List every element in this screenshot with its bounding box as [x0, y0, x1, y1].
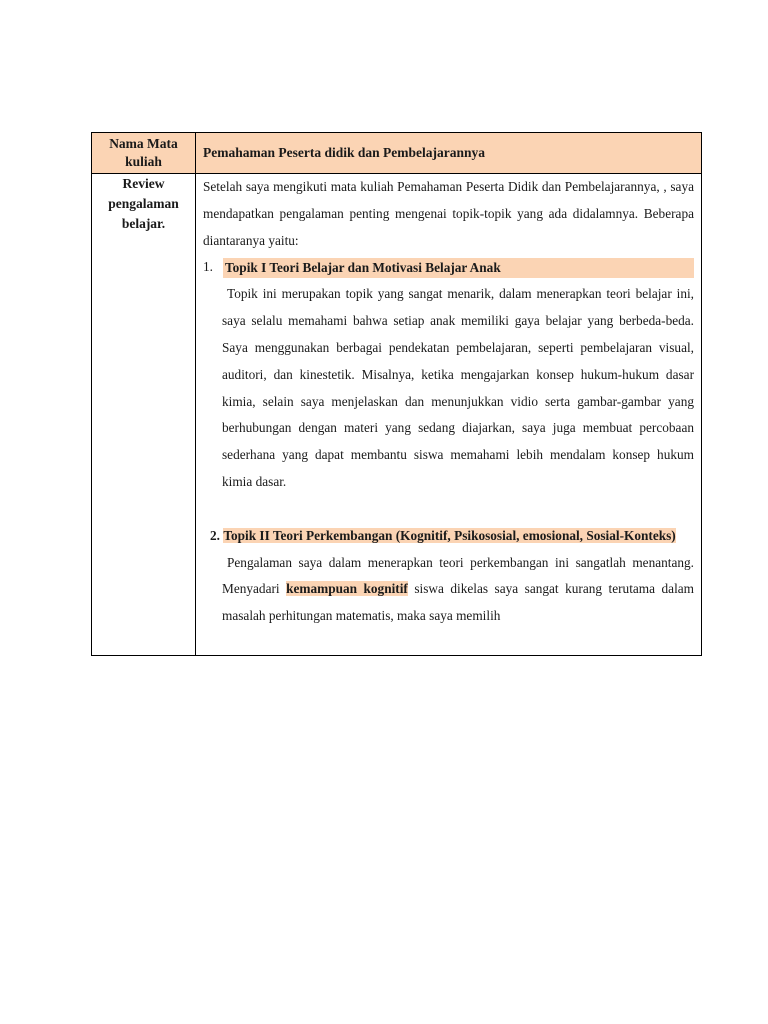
topic2-number: 2. — [210, 527, 220, 543]
topic1-heading — [203, 254, 694, 281]
header-course-cell — [196, 133, 702, 174]
side-label-cell — [92, 174, 196, 656]
topic2-body-end: siswa dikelas saya sangat kurang terutama dalam masalah perhitungan matematis, maka saya memilih — [222, 581, 695, 624]
intro-paragraph: Setelah saya mengikuti mata kuliah Pemahaman Peserta Didik dan Pembelajarannya, , saya mendapatkan pengalaman penting mengenai topik-topik yang ada didalamnya. Beberapa diantaranya yaitu: — [203, 179, 694, 248]
topic1-number: 1. — [203, 259, 213, 275]
topic2-body — [203, 550, 694, 630]
content-cell — [196, 174, 702, 656]
topic2-body-start: Pengalaman saya dalam menerapkan teori perkembangan ini sangatlah menantang. Menyadari — [222, 554, 694, 597]
review-content — [196, 174, 701, 655]
topic2-title: Topik II Teori Perkembangan (Kognitif, Psikososial, emosional, Sosial-Konteks) — [223, 527, 676, 543]
topic1-title: Topik I Teori Belajar dan Motivasi Belajar Anak — [223, 258, 694, 278]
review-table — [91, 132, 702, 656]
course-label: Nama Mata kuliah — [109, 136, 178, 169]
topic2-highlight: kemampuan kognitif — [286, 581, 408, 597]
header-label-cell — [92, 133, 196, 174]
review-label: Review pengalaman belajar. — [108, 176, 179, 231]
topic1-body: Topik ini merupakan topik yang sangat menarik, dalam menerapkan teori belajar ini, saya selalu memahami bahwa setiap anak memiliki gaya belajar yang berbeda-beda. Saya menggunakan berbagai pendekatan pembelajaran, seperti pembelajaran visual, auditori, dan kinestetik. Misalnya, ketika mengajarkan konsep hukum-hukum dasar kimia, selain saya menjelaskan dan menunjukkan vidio serta gambar-gambar yang berhubungan dengan materi yang sedang diajarkan, saya juga membuat percobaan sederhana yang dapat membantu siswa memahami lebih mendalam konsep hukum kimia dasar. — [222, 286, 694, 489]
paragraph-spacer — [203, 496, 694, 523]
table-body-row — [92, 174, 702, 656]
topic2-heading — [203, 523, 694, 550]
table-header-row — [92, 133, 702, 174]
course-name: Pemahaman Peserta didik dan Pembelajarannya — [203, 145, 485, 160]
